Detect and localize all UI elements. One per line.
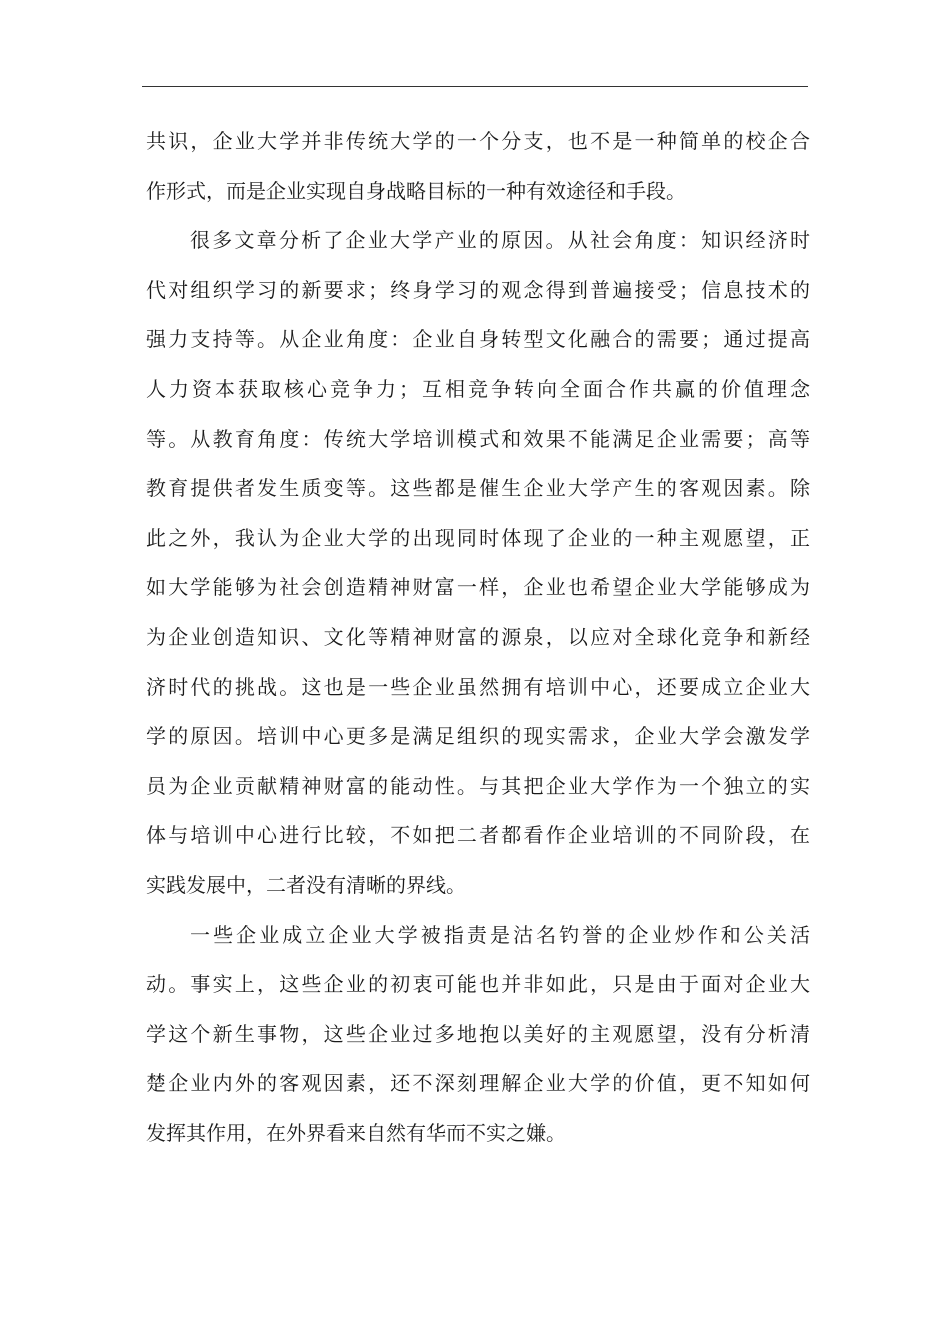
- paragraph-1: [146, 117, 810, 216]
- paragraph-3: [146, 911, 810, 1159]
- text-line: 很多文章分析了企业大学产业的原因。从社会角度：知识经济时: [190, 228, 810, 253]
- text-line: 员为企业贡献精神财富的能动性。与其把企业大学作为一个独立的实: [146, 773, 810, 798]
- text-line: 学这个新生事物，这些企业过多地抱以美好的主观愿望，没有分析清: [146, 1021, 810, 1046]
- text-line: 为企业创造知识、文化等精神财富的源泉，以应对全球化竞争和新经: [146, 624, 810, 649]
- body-text: [146, 117, 810, 1158]
- text-line: 学的原因。培训中心更多是满足组织的现实需求，企业大学会激发学: [146, 724, 810, 749]
- text-line: 发挥其作用，在外界看来自然有华而不实之嫌。: [146, 1120, 566, 1145]
- text-line: 强力支持等。从企业角度：企业自身转型文化融合的需要；通过提高: [146, 327, 810, 352]
- text-line: 一些企业成立企业大学被指责是沽名钓誉的企业炒作和公关活: [190, 922, 810, 947]
- text-line: 此之外，我认为企业大学的出现同时体现了企业的一种主观愿望，正: [146, 525, 810, 550]
- text-line: 济时代的挑战。这也是一些企业虽然拥有培训中心，还要成立企业大: [146, 674, 810, 699]
- header-rule: [142, 86, 808, 87]
- text-line: 教育提供者发生质变等。这些都是催生企业大学产生的客观因素。除: [146, 476, 810, 501]
- paragraph-2: [146, 216, 810, 910]
- text-line: 人力资本获取核心竞争力；互相竞争转向全面合作共赢的价值理念: [146, 376, 810, 401]
- text-line: 共识，企业大学并非传统大学的一个分支，也不是一种简单的校企合: [146, 129, 810, 153]
- text-line: 楚企业内外的客观因素，还不深刻理解企业大学的价值，更不知如何: [146, 1071, 810, 1096]
- text-line: 代对组织学习的新要求；终身学习的观念得到普遍接受；信息技术的: [146, 277, 810, 302]
- text-line: 作形式，而是企业实现自身战略目标的一种有效途径和手段。: [146, 178, 686, 203]
- text-line: 等。从教育角度：传统大学培训模式和效果不能满足企业需要；高等: [146, 426, 810, 451]
- text-line: 如大学能够为社会创造精神财富一样，企业也希望企业大学能够成为: [146, 575, 810, 600]
- text-line: 实践发展中，二者没有清晰的界线。: [146, 872, 466, 897]
- text-line: 体与培训中心进行比较，不如把二者都看作企业培训的不同阶段，在: [146, 823, 810, 848]
- text-line: 动。事实上，这些企业的初衷可能也并非如此，只是由于面对企业大: [146, 972, 810, 997]
